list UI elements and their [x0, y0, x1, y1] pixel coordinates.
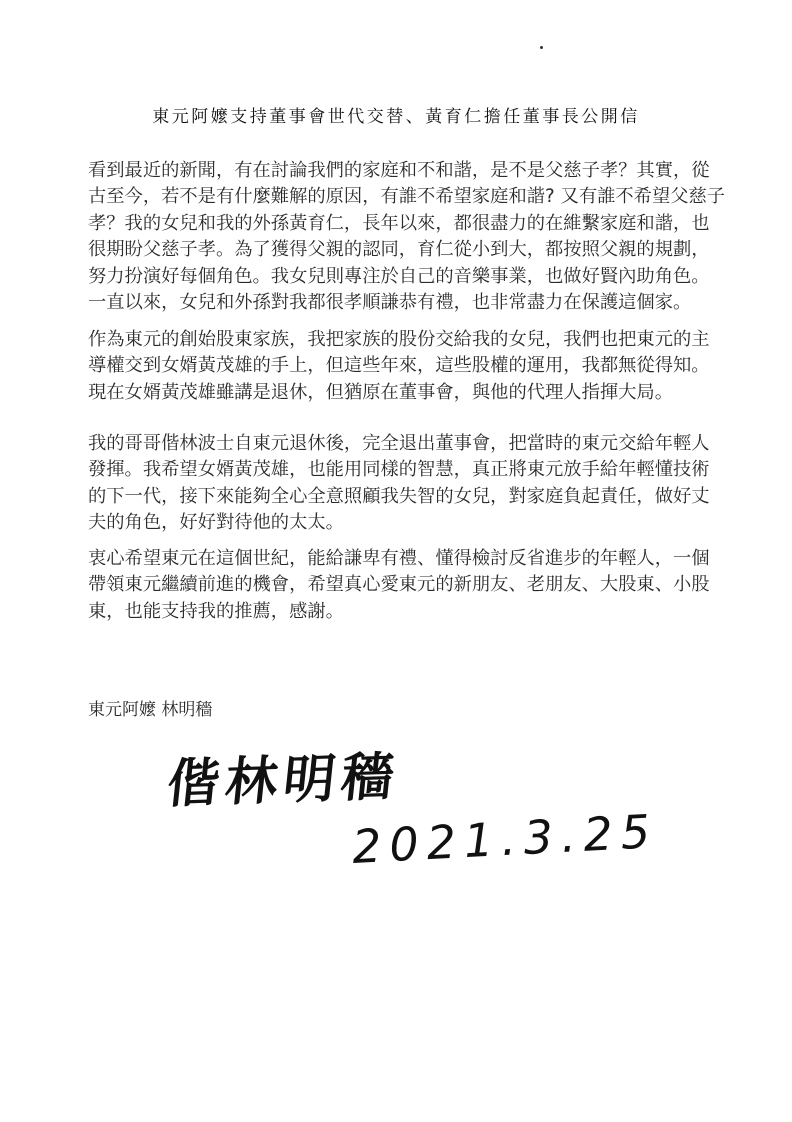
scan-speck [540, 46, 543, 49]
paragraph-2 [88, 327, 728, 406]
paragraph-1 [88, 158, 728, 316]
text-line: 帶領東元繼續前進的機會，希望真心愛東元的新朋友、老朋友、大股東、小股 [88, 574, 710, 596]
handwritten-date: 2021.3.25 [350, 804, 660, 874]
text-line: 看到最近的新聞，有在討論我們的家庭和不和諧，是不是父慈子孝？其實，從 [88, 160, 710, 181]
letter-title: 東元阿嬤支持董事會世代交替、黃育仁擔任董事長公開信 [152, 107, 640, 127]
text-line: 很期盼父慈子孝。為了獲得父親的認同，育仁從小到大，都按照父親的規劃， [88, 239, 710, 261]
text-line: 努力扮演好每個角色。我女兒則專注於自己的音樂事業，也做好賢內助角色。 [88, 265, 710, 287]
text-line: 一直以來，女兒和外孫對我都很孝順謙恭有禮，也非常盡力在保護這個家。 [88, 292, 692, 314]
paragraph-4 [88, 546, 728, 625]
signature-label: 東元阿嬤 林明穡 [88, 700, 213, 720]
text-line: 孝？我的女兒和我的外孫黃育仁，長年以來，都很盡力的在維繫家庭和諧，也 [88, 212, 710, 234]
text-line: 夫的角色，好好對待他的太太。 [88, 512, 344, 534]
text-line: 的下一代，接下來能夠全心全意照顧我失智的女兒，對家庭負起責任，做好丈 [88, 485, 710, 507]
text-line: 發揮。我希望女婿黃茂雄，也能用同樣的智慧，真正將東元放手給年輕懂技術 [88, 459, 710, 481]
text-line: 現在女婿黃茂雄雖講是退休，但猶原在董事會，與他的代理人指揮大局。 [88, 381, 673, 403]
handwritten-signature: 偕林明穡 [164, 745, 403, 816]
text-line: 東，也能支持我的推薦，感謝。 [88, 600, 344, 622]
text-line: 作為東元的創始股東家族，我把家族的股份交給我的女兒，我們也把東元的主 [88, 329, 710, 350]
text-line: 我的哥哥偕林波士自東元退休後，完全退出董事會，把當時的東元交給年輕人 [88, 433, 710, 454]
text-line: 導權交到女婿黃茂雄的手上，但這些年來，這些股權的運用，我都無從得知。 [88, 355, 710, 377]
text-line: 衷心希望東元在這個世紀，能給謙卑有禮、懂得檢討反省進步的年輕人，一個 [88, 548, 710, 569]
text-line: 古至今，若不是有什麼難解的原因，有誰不希望家庭和諧? 又有誰不希望父慈子 [88, 186, 726, 208]
paragraph-3 [88, 431, 728, 537]
